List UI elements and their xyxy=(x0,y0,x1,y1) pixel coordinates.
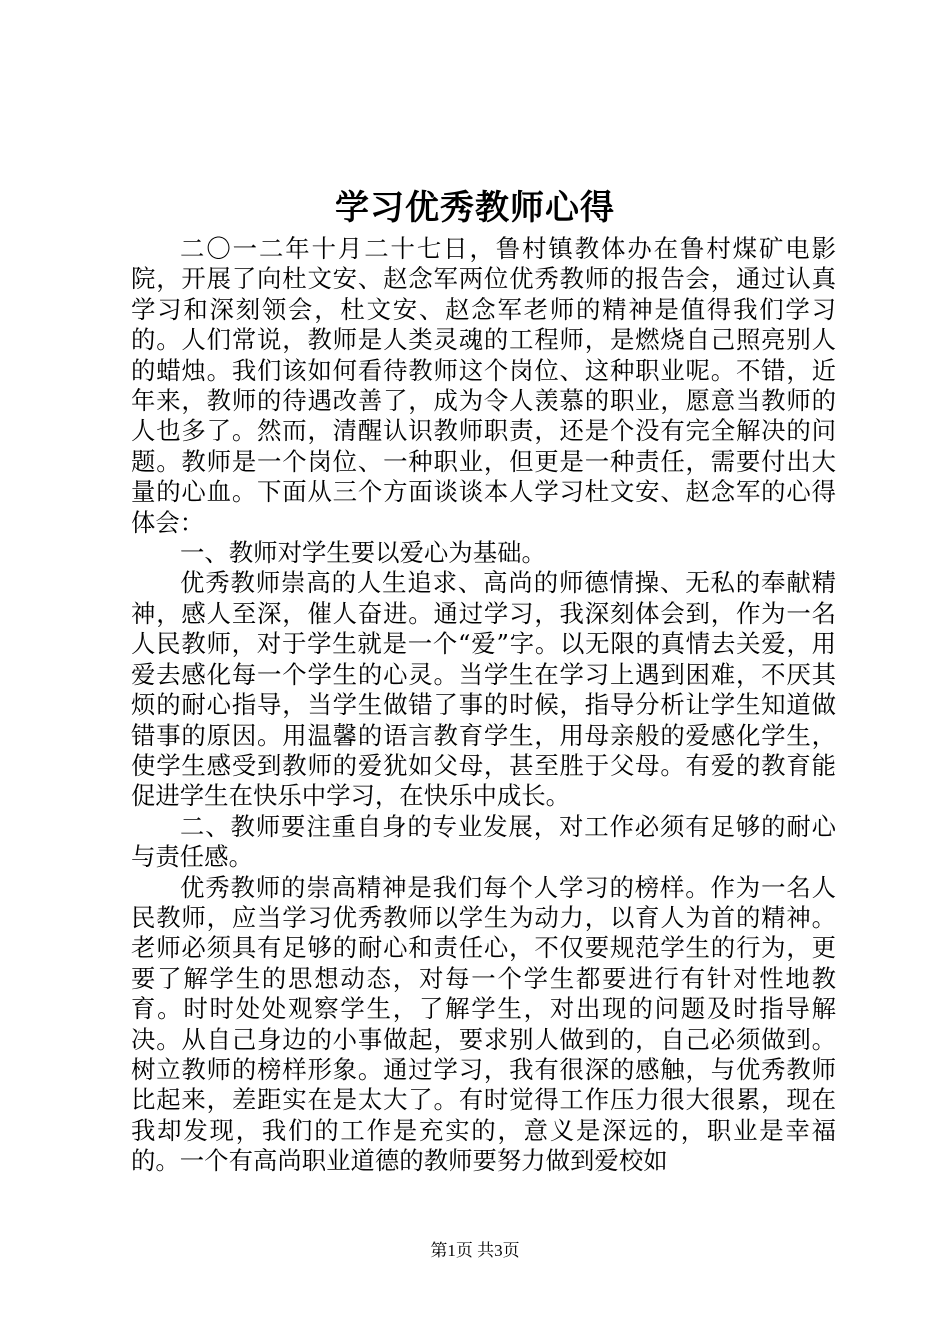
document-body xyxy=(131,234,836,1177)
section-heading-2: 二、教师要注重自身的专业发展，对工作必须有足够的耐心与责任感。 xyxy=(131,811,836,872)
document-title: 学习优秀教师心得 xyxy=(335,188,615,228)
paragraph-section-1: 优秀教师崇高的人生追求、高尚的师德情操、无私的奉献精神，感人至深，催人奋进。通过学习，我深刻体会到，作为一名人民教师，对于学生就是一个“爱”字。以无限的真情去关爱，用爱去感化每一个学生的心灵。当学生在学习上遇到困难，不厌其烦的耐心指导，当学生做错了事的时候，指导分析让学生知道做错事的原因。用温馨的语言教育学生，用母亲般的爱感化学生，使学生感受到教师的爱犹如父母，甚至胜于父母。有爱的教育能促进学生在快乐中学习，在快乐中成长。 xyxy=(131,568,836,811)
paragraph-intro: 二〇一二年十月二十七日，鲁村镇教体办在鲁村煤矿电影院，开展了向杜文安、赵念军两位优秀教师的报告会，通过认真学习和深刻领会，杜文安、赵念军老师的精神是值得我们学习的。人们常说，教师是人类灵魂的工程师，是燃烧自己照亮别人的蜡烛。我们该如何看待教师这个岗位、这种职业呢。不错，近年来，教师的待遇改善了，成为令人羡慕的职业，愿意当教师的人也多了。然而，清醒认识教师职责，还是个没有完全解决的问题。教师是一个岗位、一种职业，但更是一种责任，需要付出大量的心血。下面从三个方面谈谈本人学习杜文安、赵念军的心得体会： xyxy=(131,234,836,537)
paragraph-section-2: 优秀教师的崇高精神是我们每个人学习的榜样。作为一名人民教师，应当学习优秀教师以学生为动力，以育人为首的精神。老师必须具有足够的耐心和责任心，不仅要规范学生的行为，更要了解学生的思想动态，对每一个学生都要进行有针对性地教育。时时处处观察学生，了解学生，对出现的问题及时指导解决。从自己身边的小事做起，要求别人做到的，自己必须做到。树立教师的榜样形象。通过学习，我有很深的感触，与优秀教师比起来，差距实在是太大了。有时觉得工作压力很大很累，现在我却发现，我们的工作是充实的，意义是深远的，职业是幸福的。一个有高尚职业道德的教师要努力做到爱校如 xyxy=(131,872,836,1176)
section-heading-1: 一、教师对学生要以爱心为基础。 xyxy=(180,538,546,568)
page-footer: 第1页 共3页 xyxy=(430,1241,520,1260)
